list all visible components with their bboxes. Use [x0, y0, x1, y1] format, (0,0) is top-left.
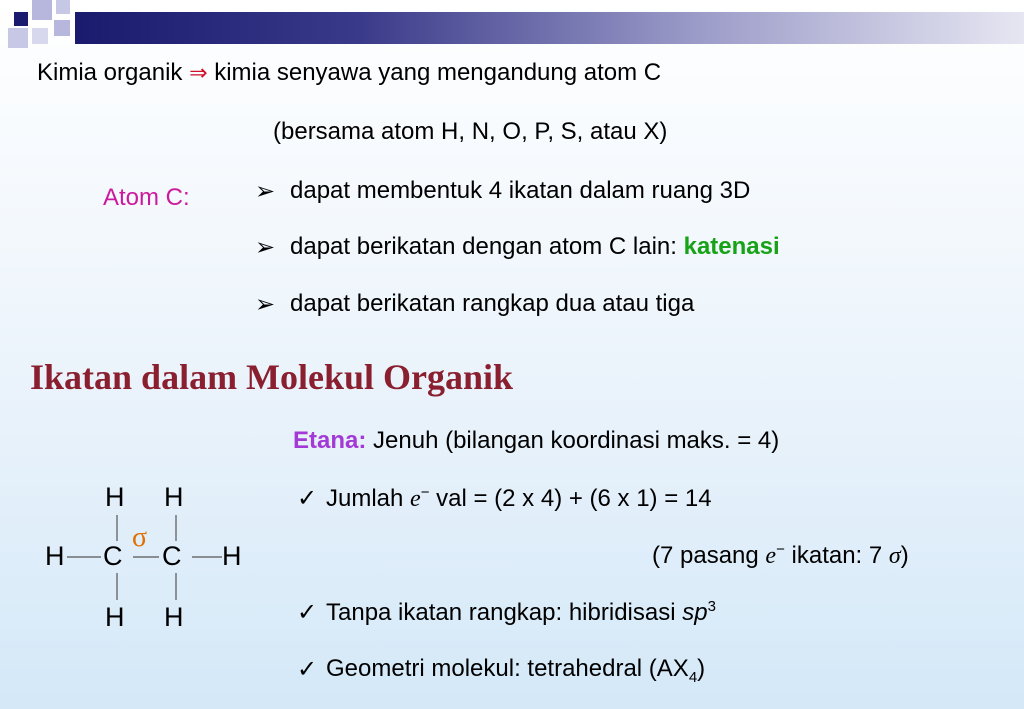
atom-c-label: Atom C: — [103, 184, 190, 211]
atom-h-left: H — [45, 541, 65, 571]
section-heading: Ikatan dalam Molekul Organik — [30, 357, 514, 397]
hybridization-text: Tanpa ikatan rangkap: hibridisasi — [326, 599, 683, 626]
atom-c-item-3: dapat berikatan rangkap dua atau tiga — [290, 290, 695, 317]
atom-c-item-2-text: dapat berikatan dengan atom C lain: — [290, 233, 684, 260]
geometry-text: Geometri molekul: tetrahedral (AX — [326, 655, 689, 682]
sp-symbol: sp — [682, 599, 708, 626]
geometry-close: ) — [697, 655, 706, 682]
electron-charge: − — [776, 541, 785, 558]
arrow-bullet-icon: ➢ — [255, 177, 276, 205]
geometry-subscript: 4 — [688, 668, 698, 686]
electron-charge: − — [420, 484, 430, 501]
pair-count-mid: ikatan: 7 — [784, 542, 889, 569]
check-bullet-icon: ✓ — [297, 598, 318, 626]
arrow-bullet-icon: ➢ — [255, 290, 276, 318]
intro-left-text: Kimia organik — [37, 59, 183, 86]
atom-h-top-right: H — [164, 482, 184, 512]
atom-c-item-1: dapat membentuk 4 ikatan dalam ruang 3D — [290, 177, 751, 204]
atom-h-top-left: H — [105, 482, 125, 512]
check-bullet-icon: ✓ — [297, 484, 318, 512]
electron-symbol: e — [410, 486, 421, 512]
atom-h-right: H — [222, 541, 242, 571]
atom-c-right: C — [162, 541, 182, 571]
katenasi-emphasis: katenasi — [683, 233, 780, 260]
intro-line-2: (bersama atom H, N, O, P, S, atau X) — [273, 118, 668, 145]
electron-count-formula: val = (2 x 4) + (6 x 1) = 14 — [429, 485, 712, 512]
electron-symbol: e — [765, 543, 777, 569]
arrow-bullet-icon: ➢ — [255, 233, 276, 261]
check-bullet-icon: ✓ — [297, 655, 318, 683]
etana-label: Etana: — [293, 427, 367, 454]
pair-count-text: (7 pasang — [652, 542, 766, 569]
sigma-bond-icon: σ — [132, 522, 148, 553]
etana-desc: Jenuh (bilangan koordinasi maks. = 4) — [373, 427, 780, 454]
sigma-symbol: σ — [888, 543, 901, 569]
implies-arrow-icon: ⇒ — [189, 61, 208, 86]
sp-superscript: 3 — [707, 598, 716, 615]
electron-count-text: Jumlah — [326, 485, 411, 512]
intro-right-text: kimia senyawa yang mengandung atom C — [214, 59, 662, 86]
atom-h-bottom-left: H — [105, 602, 125, 632]
pair-count-close: ) — [900, 542, 909, 569]
atom-c-left: C — [103, 541, 123, 571]
atom-h-bottom-right: H — [164, 602, 184, 632]
